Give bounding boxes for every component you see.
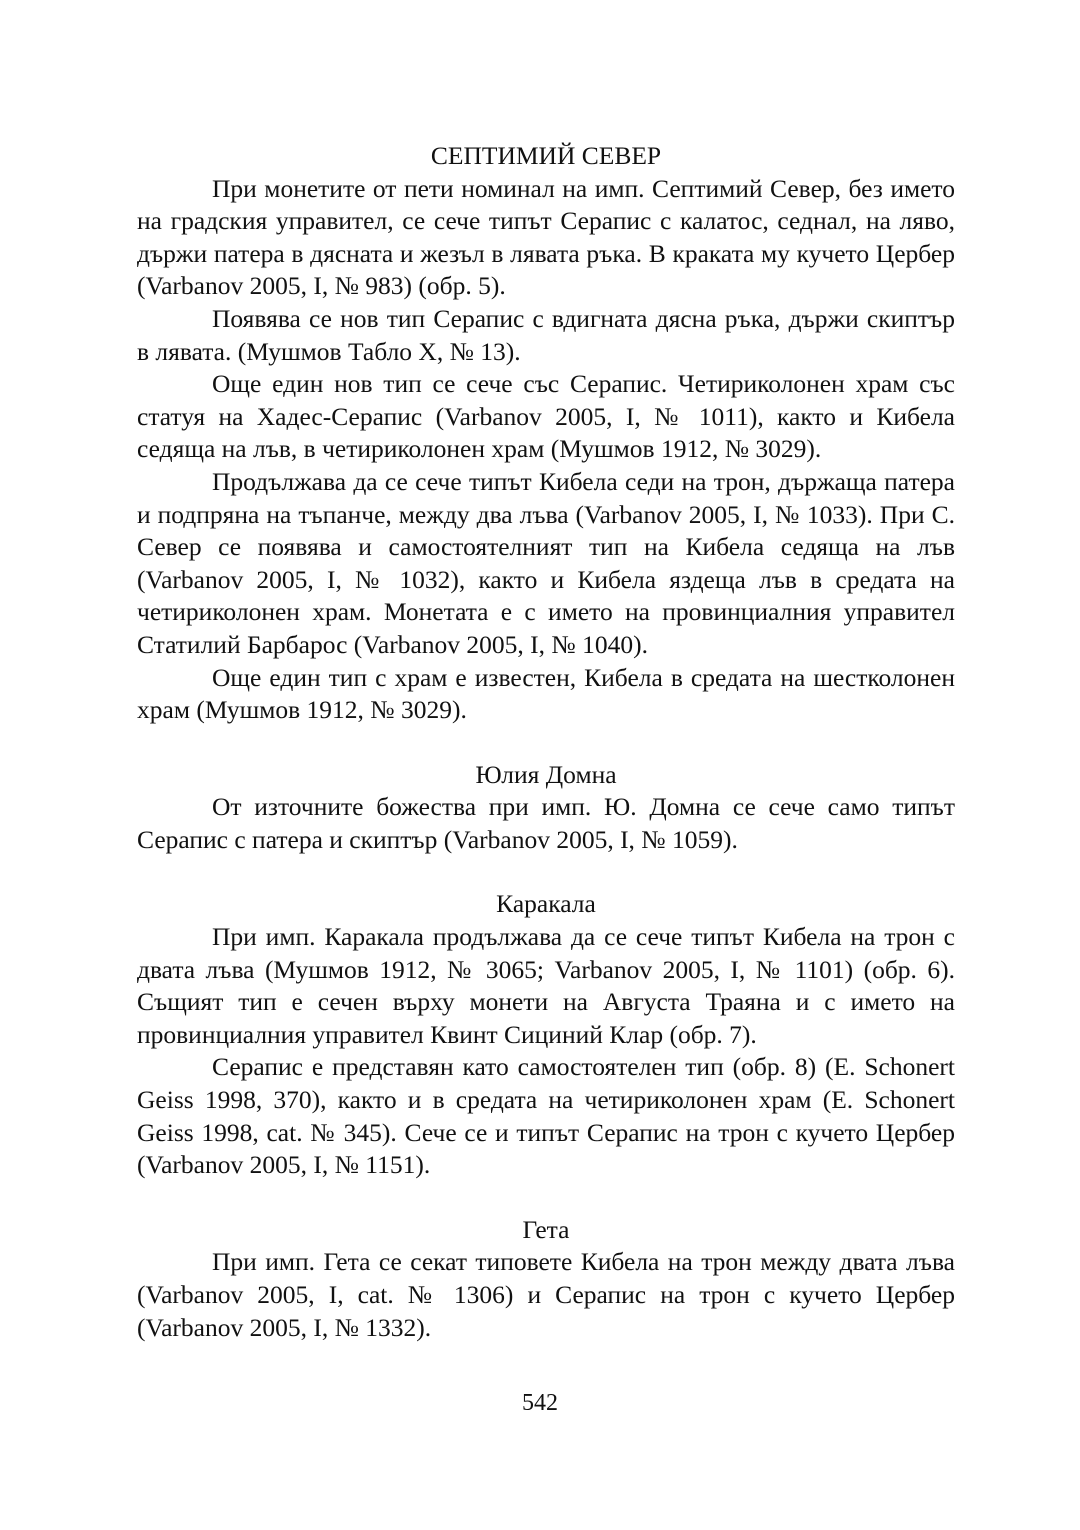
section-gap bbox=[137, 856, 955, 888]
paragraph: От източните божества при имп. Ю. Домна се сече само типът Серапис с патера и скиптър (Varbanov 2005, I, № 1059). bbox=[137, 792, 955, 854]
paragraph: При имп. Каракала продължава да се сече типът Кибела на трон с двата лъва (Мушмов 1912, № 3065; Varbanov 2005, I, № 1101) (обр. 6). Същият тип е сечен върху монети на Августа Траяна и с името на провинциалния управител Квинт Сициний Клар (обр. 7). bbox=[137, 922, 955, 1049]
paragraph: Още един нов тип се сече със Серапис. Четириколонен храм със статуя на Хадес-Серапис (Varbanov 2005, I, № 1011), както и Кибела седяща на лъв, в четириколонен храм (Мушмов 1912, № 3029). bbox=[137, 369, 955, 464]
page-body bbox=[137, 140, 955, 1344]
section-gap bbox=[137, 727, 955, 759]
section-heading-julia-domna: Юлия Домна bbox=[475, 759, 617, 789]
paragraph: Серапис е представян като самостоятелен тип (обр. 8) (E. Schonert Geiss 1998, 370), както и в средата на четириколонен храм (E. Schonert Geiss 1998, cat. № 345). Сече се и типът Серапис на трон с кучето Цербер (Varbanov 2005, I, № 1151). bbox=[137, 1052, 955, 1180]
section-heading-geta: Гета bbox=[522, 1214, 570, 1244]
paragraph: При монетите от пети номинал на имп. Септимий Север, без името на градския управител, се сече типът Серапис с калатос, седнал, на ляво, държи патера в дясната и жезъл в лявата ръка. В краката му кучето Цербер (Varbanov 2005, I, № 983) (обр. 5). bbox=[137, 173, 955, 301]
page-number: 542 bbox=[522, 1390, 558, 1416]
section-heading-caracalla: Каракала bbox=[496, 889, 596, 919]
paragraph: Още един тип с храм е известен, Кибела в средата на шестколонен храм (Мушмов 1912, № 3029). bbox=[137, 662, 955, 725]
section-heading-septimius-severus: СЕПТИМИЙ СЕВЕР bbox=[430, 141, 662, 170]
section-gap bbox=[137, 1182, 955, 1214]
paragraph: Появява се нов тип Серапис с вдигната дясна ръка, държи скиптър в лявата. (Мушмов Табло X, № 13). bbox=[137, 303, 955, 366]
paragraph: При имп. Гета се секат типовете Кибела на трон между двата лъва (Varbanov 2005, I, cat. № 1306) и Серапис на трон с кучето Цербер (Varbanov 2005, I, № 1332). bbox=[137, 1247, 955, 1342]
paragraph: Продължава да се сече типът Кибела седи на трон, държаща патера и подпряна на тъпанче, между два лъва (Varbanov 2005, I, № 1033). При С. Север се появява и самостоятелният тип на Кибела седяща на лъв (Varbanov 2005, I, № 1032), както и Кибела яздеща лъв в средата на четириколонен храм. Монетата е с името на провинциалния управител Статилий Барбарос (Varbanov 2005, I, № 1040). bbox=[137, 466, 955, 659]
